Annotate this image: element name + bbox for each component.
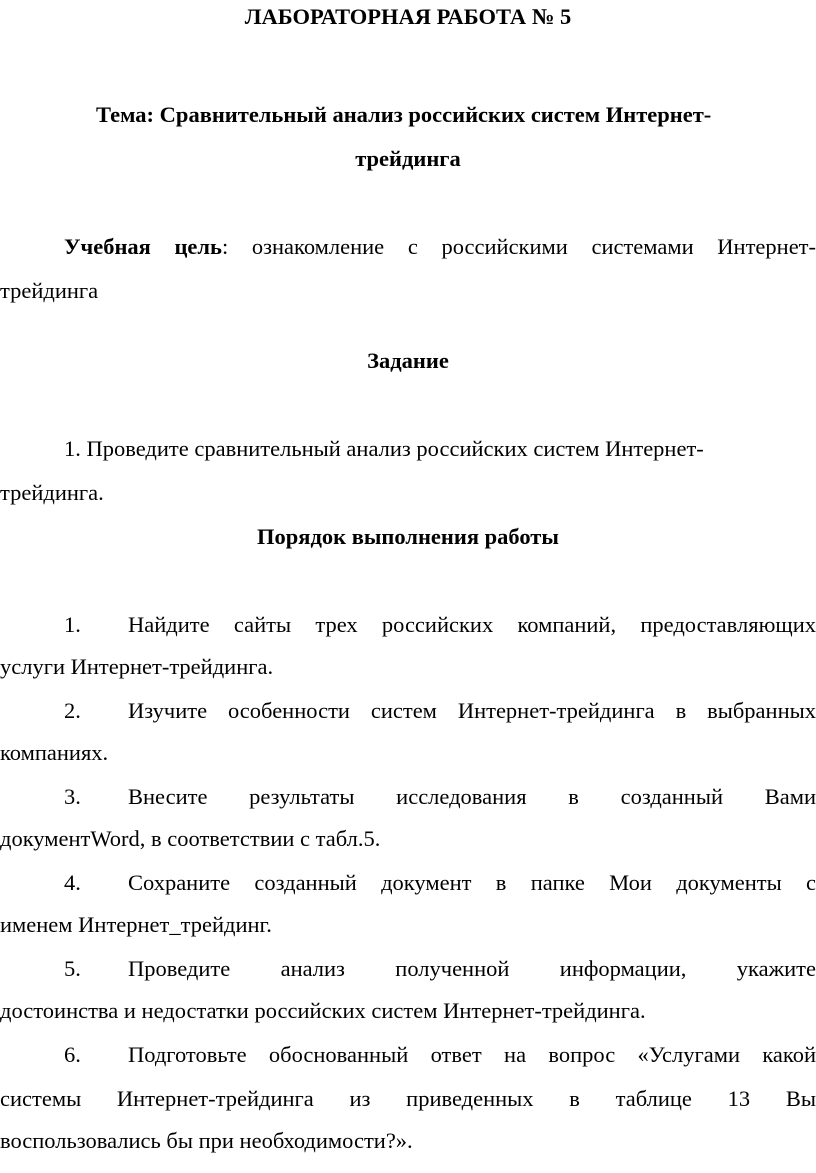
procedure-heading: Порядок выполнения работы: [257, 524, 559, 549]
goal-label: Учебная цель: [64, 234, 222, 259]
task-heading: Задание: [367, 348, 449, 373]
item-number: 1.: [64, 612, 81, 637]
goal-colon: :: [221, 234, 229, 259]
item-text-line-2: компаниях.: [0, 740, 109, 765]
task-line-1: 1. Проведите сравнительный анализ российских систем Интернет-: [64, 436, 704, 461]
item-number: 2.: [64, 698, 81, 723]
goal-text-1: ознакомление с российскими системами Интернет-: [251, 234, 816, 259]
topic-line-1: Тема: Сравнительный анализ российских систем Интернет-: [96, 102, 712, 127]
item-text-line-2: документWord, в соответствии с табл.5.: [0, 826, 381, 851]
item-number: 6.: [64, 1042, 81, 1067]
item-number: 5.: [64, 956, 81, 981]
page-title: ЛАБОРАТОРНАЯ РАБОТА № 5: [244, 4, 572, 29]
goal-line-2: трейдинга: [0, 278, 99, 303]
goal-line-1: [64, 236, 816, 259]
item-number: 3.: [64, 784, 81, 809]
item-text-line-3: воспользовались бы при необходимости?».: [0, 1128, 413, 1153]
item-text-line-2: услуги Интернет-трейдинга.: [0, 654, 274, 679]
item-text-line-1: Найдите сайты трех российских компаний, предоставляющих: [128, 612, 816, 637]
task-line-2: трейдинга.: [0, 480, 104, 505]
item-text-line-1: Подготовьте обоснованный ответ на вопрос «Услугами какой: [128, 1042, 816, 1067]
topic-line-2: трейдинга: [355, 146, 461, 171]
item-text-line-1: Проведите анализ полученной информации, укажите: [128, 956, 816, 981]
item-text-line-1: Изучите особенности систем Интернет-трейдинга в выбранных: [128, 698, 816, 723]
item-text-line-2: именем Интернет_трейдинг.: [0, 912, 272, 937]
item-number: 4.: [64, 870, 81, 895]
item-text-line-2: системы Интернет-трейдинга из приведенных в таблице 13 Вы: [0, 1086, 816, 1111]
item-text-line-1: Сохраните созданный документ в папке Мои документы с: [128, 870, 816, 895]
item-text-line-1: Внесите результаты исследования в созданный Вами: [128, 784, 816, 809]
item-text-line-2: достоинства и недостатки российских систем Интернет-трейдинга.: [0, 998, 646, 1023]
